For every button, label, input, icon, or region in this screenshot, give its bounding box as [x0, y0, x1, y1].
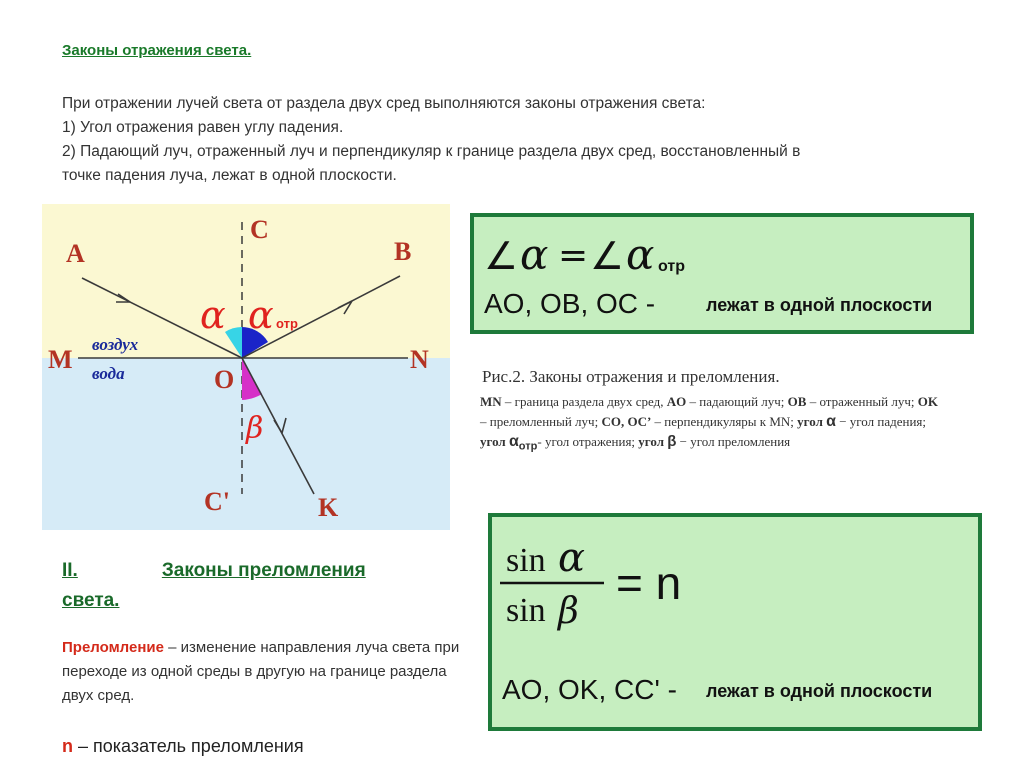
- label-m: M: [48, 345, 73, 374]
- refraction-text: – изменение направления луча света при переходе из одной среды в другую на границе раздела двух сред.: [62, 639, 460, 704]
- alpha-reflected-symbol: α: [508, 433, 519, 450]
- refraction-formula-box: [488, 513, 982, 731]
- reflection-formula-box: [470, 213, 974, 334]
- coplanar-rays: AO, OB, OC -: [484, 288, 656, 319]
- intro-line-3: 2) Падающий луч, отраженный луч и перпендикуляр к границе раздела двух сред, восстановленный в: [62, 143, 801, 160]
- alpha-sub-label: отр: [518, 440, 538, 453]
- label-a: A: [66, 239, 85, 268]
- beta-symbol: β: [558, 591, 579, 632]
- sin-numerator: sin: [506, 542, 546, 579]
- legend-term-ok: OK: [917, 394, 938, 409]
- label-c: C: [250, 215, 269, 244]
- legend-term-angle: угол: [480, 434, 506, 449]
- legend-term-angle: угол: [797, 414, 823, 429]
- legend-term-angle: угол: [638, 434, 664, 449]
- alpha-symbol: α: [558, 535, 586, 581]
- n-description: – показатель преломления: [73, 736, 304, 756]
- label-b: B: [394, 237, 412, 266]
- legend-text: – преломленный луч;: [480, 414, 602, 429]
- equals-n: = n: [616, 557, 682, 609]
- legend-text: – граница раздела двух сред,: [501, 394, 667, 409]
- legend-text: − угол падения;: [835, 414, 926, 429]
- alpha-sub-label: отр: [276, 316, 298, 331]
- alpha-reflected-symbol: α: [248, 293, 274, 337]
- reflection-formula: [474, 217, 970, 330]
- snell-law-formula: [492, 517, 978, 727]
- reflection-diagram: [42, 204, 450, 530]
- section-number: II.: [62, 560, 78, 581]
- legend-text: − угол преломления: [676, 434, 791, 449]
- legend-text: – отраженный луч;: [806, 394, 918, 409]
- intro-line-2: 1) Угол отражения равен углу падения.: [62, 119, 344, 136]
- label-o: O: [214, 365, 235, 394]
- figure-legend: [480, 392, 940, 457]
- beta-symbol: β: [246, 411, 264, 446]
- legend-term-co: CO, OC’: [601, 414, 652, 429]
- refraction-term: Преломление: [62, 639, 164, 656]
- legend-text: - угол отражения;: [537, 434, 639, 449]
- intro-line-4: точке падения луча, лежат в одной плоскости.: [62, 167, 397, 184]
- equals-symbol: =: [558, 235, 589, 276]
- legend-term-mn: MN: [480, 394, 502, 409]
- n-symbol: n: [62, 736, 73, 756]
- refraction-definition: [62, 636, 472, 708]
- alpha-reflected-symbol: α: [626, 230, 655, 279]
- legend-text: – падающий луч;: [686, 394, 788, 409]
- coplanar-text: лежат в одной плоскости: [706, 295, 933, 315]
- alpha-symbol: α: [826, 413, 836, 430]
- angle-symbol: ∠: [590, 234, 625, 278]
- section-title-line-2: света.: [62, 590, 120, 611]
- legend-term-ao: AO: [666, 394, 687, 409]
- alpha-symbol: α: [200, 293, 226, 337]
- intro-line-1: При отражении лучей света от раздела двух сред выполняются законы отражения света:: [62, 95, 706, 112]
- coplanar-rays: AO, OK, CC' -: [502, 674, 677, 705]
- label-c-prime: C': [204, 487, 230, 516]
- legend-term-ob: OB: [787, 394, 807, 409]
- label-air: воздух: [92, 335, 139, 354]
- beta-symbol: β: [667, 433, 677, 450]
- intro-text: [62, 92, 962, 188]
- label-k: K: [318, 493, 339, 522]
- refractive-index-line: [62, 736, 304, 757]
- alpha-symbol: α: [520, 230, 549, 279]
- section-title: Законы отражения света.: [62, 42, 252, 59]
- sin-denominator: sin: [506, 592, 546, 629]
- section-title-line-1: Законы преломления: [161, 560, 366, 581]
- section-2-heading: [62, 556, 422, 616]
- coplanar-text: лежат в одной плоскости: [706, 681, 933, 701]
- figure-caption: Рис.2. Законы отражения и преломления.: [482, 367, 780, 386]
- angle-symbol: ∠: [484, 234, 519, 278]
- alpha-sub-label: отр: [658, 258, 685, 275]
- label-water: вода: [92, 364, 125, 383]
- label-n: N: [410, 345, 429, 374]
- legend-text: – перпендикуляры к MN;: [651, 414, 798, 429]
